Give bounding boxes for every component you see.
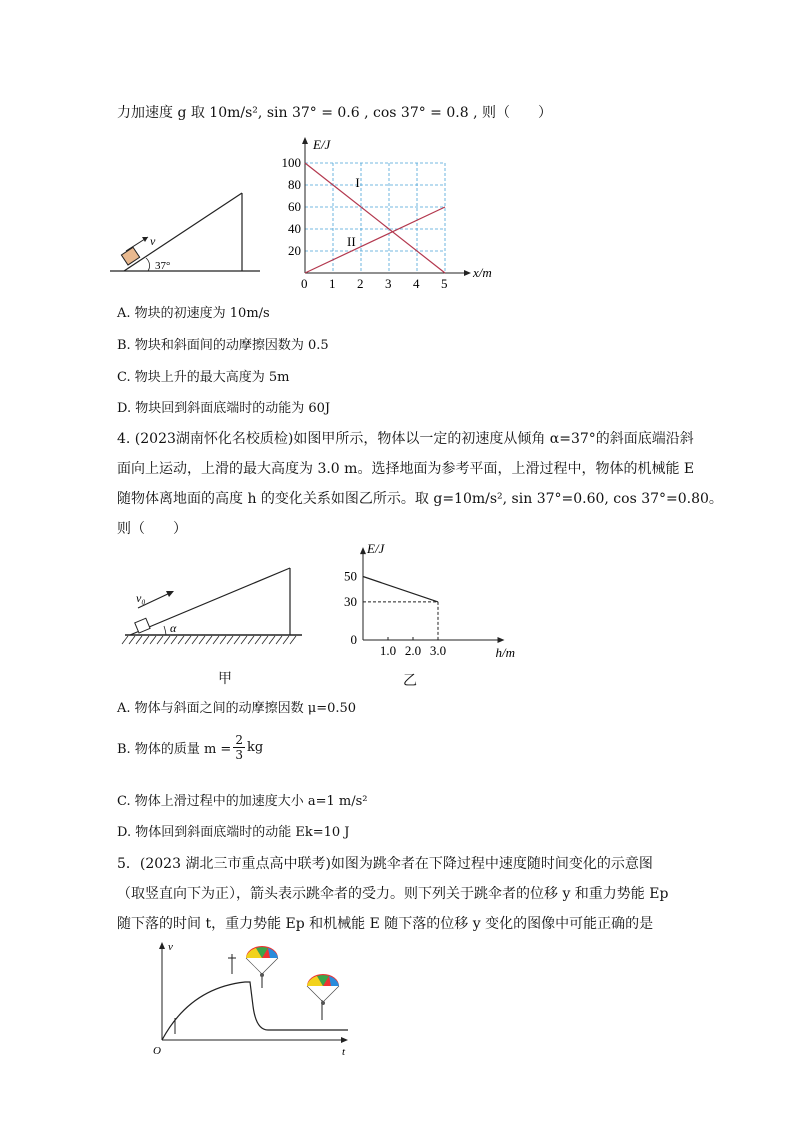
q5-velocity-time-figure — [150, 938, 360, 1058]
q5-stem-line-3: 随下落的时间 t，重力势能 Ep 和机械能 E 随下落的位移 y 变化的图像中可能正确的是 — [117, 916, 654, 932]
ground-hatch — [227, 636, 233, 644]
y-tick-label: 40 — [288, 221, 301, 236]
q4-fraction-denominator: 3 — [235, 748, 243, 762]
ground-hatch — [269, 636, 275, 644]
q5-t-label: t — [342, 1046, 346, 1058]
ground-hatch — [171, 636, 177, 644]
q3-v-label: v — [150, 234, 156, 248]
q3-option-c: C. 物块上升的最大高度为 5m — [117, 370, 290, 385]
ground-hatch — [185, 636, 191, 644]
q3-option-d: D. 物块回到斜面底端时的动能为 60J — [117, 401, 331, 416]
x-tick-label: 3 — [385, 276, 392, 290]
ground-hatch — [143, 636, 149, 644]
ground-hatch — [157, 636, 163, 644]
q5-stem-line-2: （取竖直向下为正），箭头表示跳伞者的受力。则下列关于跳伞者的位移 y 和重力势能 Ep — [117, 886, 669, 902]
x-tick-label: 1 — [329, 276, 336, 290]
series-line-I — [305, 163, 445, 273]
y-tick-label: 20 — [288, 243, 301, 258]
q5-v-label: v — [168, 941, 173, 953]
x-tick-label: 5 — [441, 276, 448, 290]
x-tick-label: 3.0 — [429, 643, 447, 658]
y-axis-arrow — [302, 137, 308, 144]
q4-option-a: A. 物体与斜面之间的动摩擦因数 μ=0.50 — [117, 701, 357, 716]
q4-stem-line-4: 则（ ） — [117, 521, 187, 537]
q4-incline-figure-jia — [120, 560, 305, 650]
ground-hatch — [255, 636, 261, 644]
ground-hatch — [150, 636, 156, 644]
q4-option-c: C. 物体上滑过程中的加速度大小 a=1 m/s² — [117, 794, 368, 809]
q4-option-b-unit: kg — [246, 740, 264, 755]
q4-option-b — [117, 733, 263, 762]
y-tick-label: 50 — [344, 568, 357, 584]
ground-hatch — [129, 636, 135, 644]
q3-stem-line: 力加速度 g 取 10m/s², sin 37° = 0.6 , cos 37° = 0.8 , 则（ ） — [117, 105, 552, 121]
q5-origin-label: O — [153, 1045, 161, 1057]
ground-hatch — [192, 636, 198, 644]
ground-hatch — [248, 636, 254, 644]
x-axis-label: x/m — [473, 265, 492, 280]
ground-hatch — [122, 636, 128, 644]
parachute-icon — [246, 946, 278, 988]
ground-hatch — [283, 636, 289, 644]
q5-stem-line-1: 5．(2023 湖北三市重点高中联考)如图为跳伞者在下降过程中速度随时间变化的示意图 — [117, 856, 653, 872]
q4-option-d: D. 物体回到斜面底端时的动能 Ek=10 J — [117, 825, 350, 840]
y-tick-label: 0 — [350, 632, 357, 647]
y-axis-label: E/J — [367, 541, 385, 557]
y-tick-label: 60 — [288, 199, 301, 214]
y-tick-label: 100 — [281, 155, 301, 170]
q4-block — [135, 618, 150, 633]
series-label-II: II — [347, 234, 356, 250]
ground-hatch — [262, 636, 268, 644]
q4-v0-label: v₀ — [136, 591, 146, 605]
q4-fraction-numerator: 2 — [235, 733, 243, 747]
ground-hatch — [164, 636, 170, 644]
ground-hatch — [206, 636, 212, 644]
ground-hatch — [276, 636, 282, 644]
ground-hatch — [220, 636, 226, 644]
y-tick-label: 30 — [344, 593, 357, 609]
x-tick-label: 4 — [413, 276, 420, 290]
ground-hatch — [234, 636, 240, 644]
ground-hatch — [290, 636, 296, 644]
q4-stem-line-2: 面向上运动，上滑的最大高度为 3.0 m。选择地面为参考平面，上滑过程中，物体的机械能 E — [117, 461, 695, 477]
q4-option-b-fraction — [233, 733, 245, 762]
x-tick-label: 0 — [301, 276, 308, 290]
ground-hatch — [199, 636, 205, 644]
ground-hatch — [178, 636, 184, 644]
energy-line — [363, 577, 438, 602]
q4-stem-line-1: 4. (2023湖南怀化名校质检)如图甲所示，物体以一定的初速度从倾角 α=37°的斜面底端沿斜 — [117, 431, 694, 447]
x-axis-arrow — [464, 270, 471, 276]
q3-angle-label: 37° — [155, 260, 171, 272]
q3-energy-chart — [280, 130, 500, 290]
parachute-icon — [307, 974, 339, 1005]
q3-option-a: A. 物块的初速度为 10m/s — [117, 306, 270, 321]
q3-option-b: B. 物块和斜面间的动摩擦因数为 0.5 — [117, 338, 329, 353]
ground-hatch — [213, 636, 219, 644]
y-tick-label: 80 — [288, 177, 301, 192]
ground-hatch — [241, 636, 247, 644]
q4-fig-jia-caption: 甲 — [218, 671, 232, 687]
q4-option-b-text: B. 物体的质量 m = — [117, 742, 232, 757]
x-tick-label: 1.0 — [379, 643, 397, 658]
q4-fig-yi-caption: 乙 — [403, 673, 417, 689]
q4-energy-height-chart — [335, 540, 525, 660]
ground-hatch — [136, 636, 142, 644]
x-axis-label: h/m — [495, 645, 515, 660]
y-axis-arrow — [360, 547, 366, 554]
q4-alpha-label: α — [170, 621, 177, 635]
y-axis-label: E/J — [313, 137, 331, 152]
q4-stem-line-3: 随物体离地面的高度 h 的变化关系如图乙所示。取 g=10m/s², sin 37°=0.60, cos 37°=0.80。 — [117, 491, 723, 507]
series-label-I: I — [355, 174, 360, 190]
q3-incline-figure — [110, 185, 270, 280]
q5-force-arrows — [175, 954, 322, 1034]
x-tick-label: 2.0 — [404, 643, 422, 658]
x-tick-label: 2 — [357, 276, 364, 290]
q5-velocity-curve — [162, 982, 348, 1040]
x-axis-arrow — [498, 637, 505, 643]
series-line-II — [305, 207, 445, 273]
